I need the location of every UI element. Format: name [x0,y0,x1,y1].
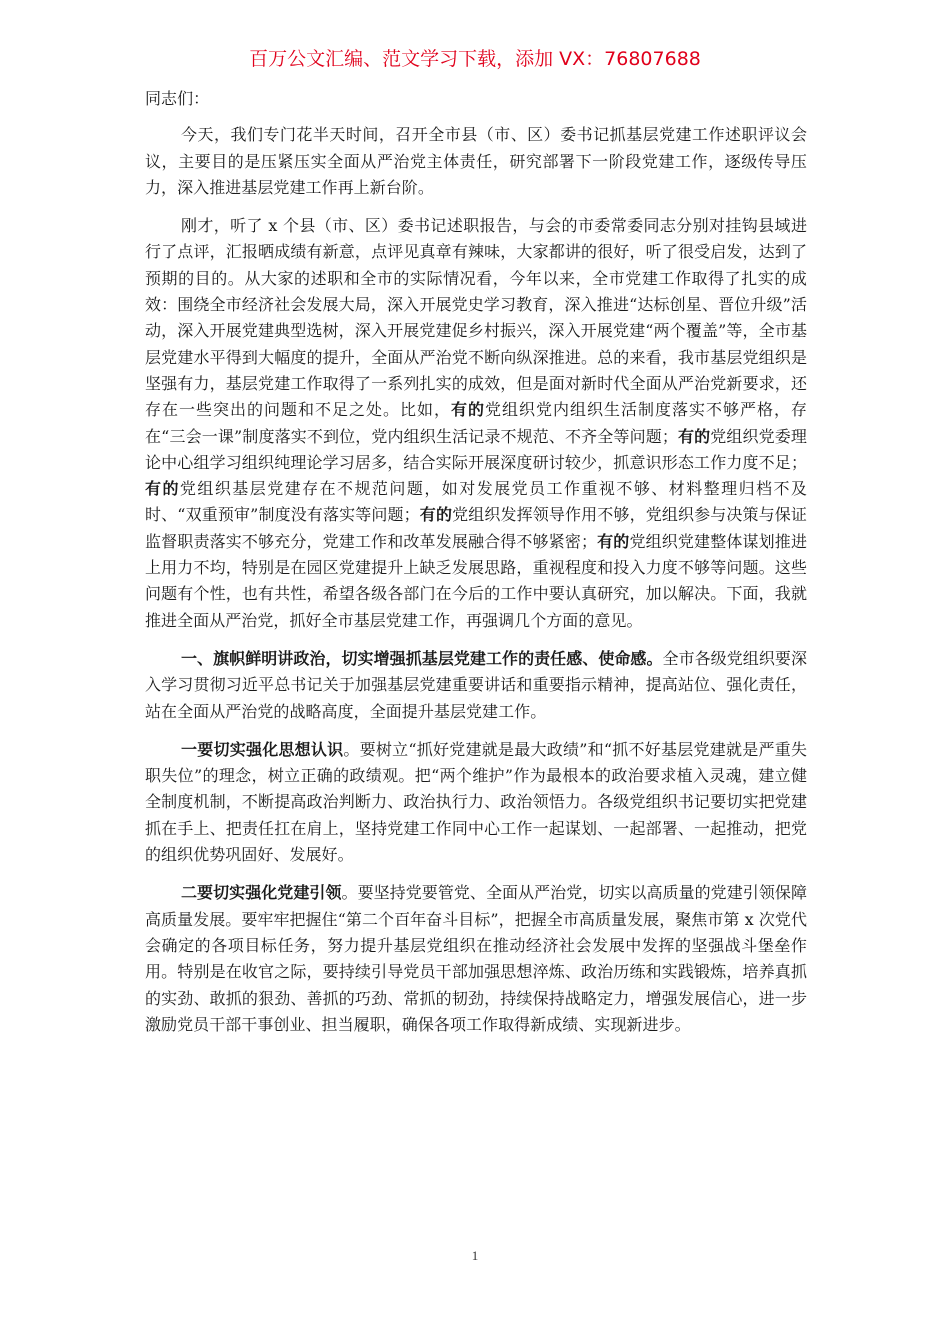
section-one-text: 全市各级党组织要深入学习贯彻习近平总书记关于加强基层党建重要讲话和重要指示精神，提高站位、强化责任，站在全面从严治党的战略高度，全面提升基层党建工作。 [145,648,807,721]
section-one-heading: 一、旗帜鲜明讲政治，切实增强抓基层党建工作的责任感、使命感。 [181,648,663,668]
point-two-heading: 二要切实强化党建引领 [181,883,342,903]
salutation: 同志们： [145,89,210,108]
watermark-banner: 百万公文汇编、范文学习下载，添加 VX：76807688 [249,48,701,70]
emphasis-youde-5: 有的 [597,531,630,551]
point-one [145,737,807,868]
point-two [145,880,807,1038]
page-number: 1 [471,1248,479,1263]
review-text-2: 党组织党内组织生活制度落实不够严格，存在“三会一课”制度落实不到位，党内组织生活记录不规范、不齐全等问题； [145,400,807,446]
emphasis-youde-4: 有的 [419,505,453,525]
emphasis-youde-1: 有的 [450,400,485,420]
review-text-3: 党组织党委理论中心组学习组织纯理论学习居多，结合实际开展深度研讨较少，抓意识形态工作力度不足； [145,426,807,472]
review-text-6: 党组织党建整体谋划推进上用力不均，特别是在园区党建提升上缺乏发展思路，重视程度和投入力度不够等问题。这些问题有个性，也有共性，希望各级各部门在今后的工作中要认真研究，加以解决。下面，我就推进全面从严治党，抓好全市基层党建工作，再强调几个方面的意见。 [145,531,807,630]
paragraph-opening: 今天，我们专门花半天时间，召开全市县（市、区）委书记抓基层党建工作述职评议会议，主要目的是压紧压实全面从严治党主体责任，研究部署下一阶段党建工作，逐级传导压力，深入推进基层党建工作再上新台阶。 [145,125,807,197]
point-one-heading: 一要切实强化思想认识 [181,739,344,759]
emphasis-youde-2: 有的 [677,426,711,446]
section-one [145,646,807,725]
point-two-text: 。要坚持党要管党、全面从严治党，切实以高质量的党建引领保障高质量发展。要牢牢把握住“第二个百年奋斗目标”，把握全市高质量发展，聚焦市第 x 次党代会确定的各项目标任务，努力提升基层党组织在推动经济社会发展中发挥的坚强战斗堡垒作用。特别是在收官之际，要持续引导党员干部加强思想淬炼、政治历练和实践锻炼，培养真抓的实劲、敢抓的狠劲、善抓的巧劲、常抓的韧劲，持续保持战略定力，增强发展信心，进一步激励党员干部干事创业、担当履职，确保各项工作取得新成绩、实现新进步。 [145,883,807,1034]
review-text-1: 刚才，听了 x 个县（市、区）委书记述职报告，与会的市委常委同志分别对挂钩县域进行了点评，汇报晒成绩有新意，点评见真章有辣味，大家都讲的很好，听了很受启发，达到了预期的目的。从大家的述职和全市的实际情况看，今年以来，全市党建工作取得了扎实的成效：围绕全市经济社会发展大局，深入开展党史学习教育，深入推进“达标创星、晋位升级”活动，深入开展党建典型选树，深入开展党建促乡村振兴，深入开展党建“两个覆盖”等，全市基层党建水平得到大幅度的提升，全面从严治党不断向纵深推进。总的来看，我市基层党组织是坚强有力，基层党建工作取得了一系列扎实的成效，但是面对新时代全面从严治党新要求，还存在一些突出的问题和不足之处。比如， [145,216,807,420]
point-one-text: 。要树立“抓好党建就是最大政绩”和“抓不好基层党建就是严重失职失位”的理念，树立正确的政绩观。把“两个维护”作为最根本的政治要求植入灵魂，建立健全制度机制，不断提高政治判断力、政治执行力、政治领悟力。各级党组织书记要切实把党建抓在手上、把责任扛在肩上，坚持党建工作同中心工作一起谋划、一起部署、一起推动，把党的组织优势巩固好、发展好。 [145,739,807,865]
emphasis-youde-3: 有的 [145,479,180,499]
paragraph-review [145,213,807,634]
document-body [145,86,807,1050]
review-text-4: 党组织基层党建存在不规范问题，如对发展党员工作重视不够、材料整理归档不及时、“双重预审”制度没有落实等问题； [145,479,807,525]
review-text-5: 党组织发挥领导作用不够，党组织参与决策与保证监督职责落实不够充分，党建工作和改革发展融合得不够紧密； [145,505,807,551]
